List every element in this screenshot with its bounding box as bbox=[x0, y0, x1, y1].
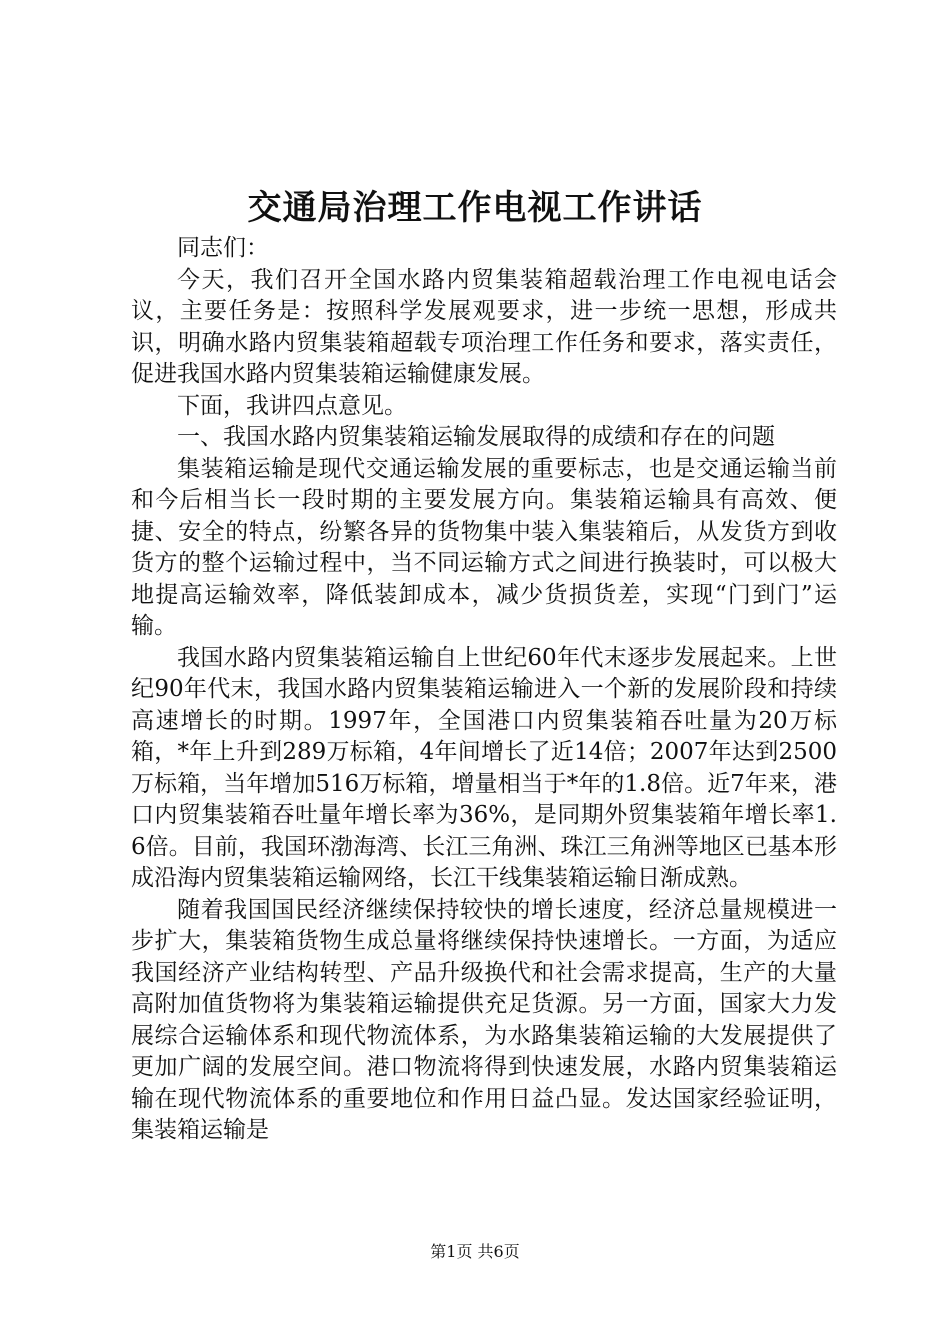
paragraph-intro: 今天，我们召开全国水路内贸集装箱超载治理工作电视电话会议，主要任务是：按照科学发展观要求，进一步统一思想，形成共识，明确水路内贸集装箱超载专项治理工作任务和要求，落实责任，促进我国水路内贸集装箱运输健康发展。 bbox=[131, 266, 837, 387]
paragraph-outline: 下面，我讲四点意见。 bbox=[177, 392, 407, 419]
paragraph-outlook: 随着我国国民经济继续保持较快的增长速度，经济总量规模进一步扩大，集装箱货物生成总量将继续保持快速增长。一方面，为适应我国经济产业结构转型、产品升级换代和社会需求提高，生产的大量高附加值货物将为集装箱运输提供充足货源。另一方面，国家大力发展综合运输体系和现代物流体系，为水路集装箱运输的大发展提供了更加广阔的发展空间。港口物流将得到快速发展，水路内贸集装箱运输在现代物流体系的重要地位和作用日益凸显。发达国家经验证明，集装箱运输是 bbox=[131, 896, 837, 1143]
page-footer: 第1页 共6页 bbox=[430, 1242, 520, 1261]
paragraph-container-transport: 集装箱运输是现代交通运输发展的重要标志，也是交通运输当前和今后相当长一段时期的主要发展方向。集装箱运输具有高效、便捷、安全的特点，纷繁各异的货物集中装入集装箱后，从发货方到收货方的整个运输过程中，当不同运输方式之间进行换装时，可以极大地提高运输效率，降低装卸成本，减少货损货差，实现“门到门”运输。 bbox=[131, 455, 837, 639]
paragraph-development-history: 我国水路内贸集装箱运输自上世纪60年代末逐步发展起来。上世纪90年代末，我国水路内贸集装箱运输进入一个新的发展阶段和持续高速增长的时期。1997年，全国港口内贸集装箱吞吐量为20万标箱，*年上升到289万标箱，4年间增长了近14倍；2007年达到2500万标箱，当年增加516万标箱，增量相当于*年的1.8倍。近7年来，港口内贸集装箱吞吐量年增长率为36%，是同期外贸集装箱年增长率1.6倍。目前，我国环渤海湾、长江三角洲、珠江三角洲等地区已基本形成沿海内贸集装箱运输网络，长江干线集装箱运输日渐成熟。 bbox=[131, 644, 837, 891]
document-title: 交通局治理工作电视工作讲话 bbox=[247, 188, 703, 228]
document-body bbox=[131, 233, 837, 1147]
section-heading-1: 一、我国水路内贸集装箱运输发展取得的成绩和存在的问题 bbox=[177, 424, 775, 450]
paragraph-salutation: 同志们： bbox=[177, 235, 269, 261]
